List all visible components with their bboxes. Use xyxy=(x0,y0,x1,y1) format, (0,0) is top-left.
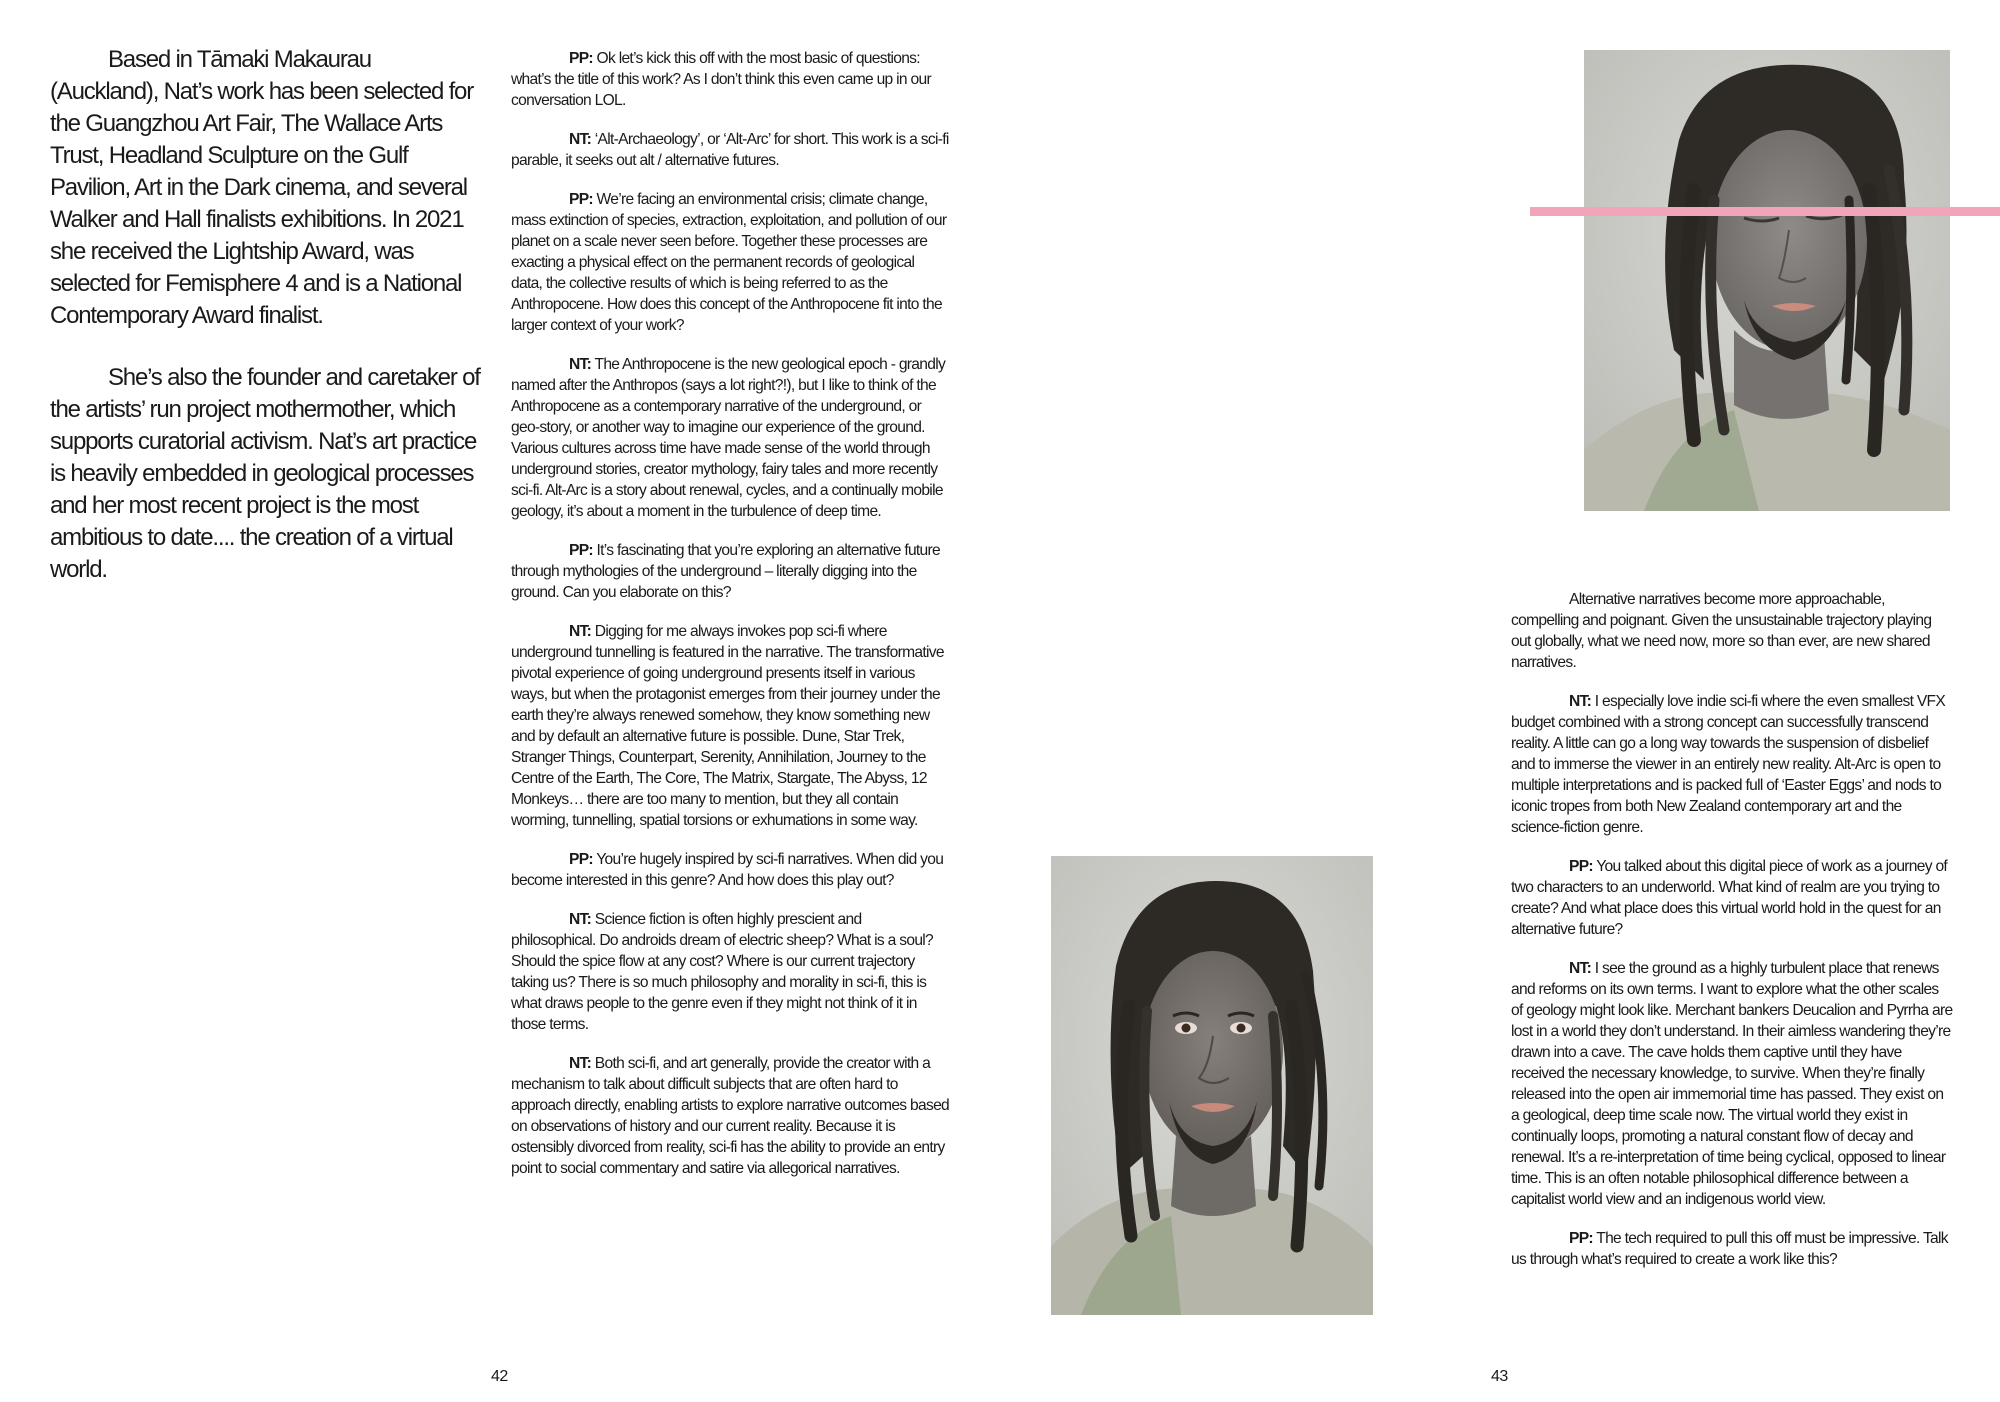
interview-paragraph xyxy=(1511,1228,1953,1270)
speaker-label: NT: xyxy=(569,623,592,640)
speaker-label: PP: xyxy=(569,542,593,559)
interview-paragraph xyxy=(1511,691,1953,838)
intro-paragraph: Based in Tāmaki Makaurau (Auckland), Nat’s work has been selected for the Guangzhou Art Fair, The Wallace Arts Trust, Headland Sculpture on the Gulf Pavilion, Art in the Dark cinema, and several Walker and Hall finalists exhibitions. In 2021 she received the Lightship Award, was selected for Femisphere 4 and is a National Contemporary Award finalist. xyxy=(50,46,473,329)
paragraph-text: Both sci-fi, and art generally, provide the creator with a mechanism to talk about difficult subjects that are often hard to approach directly, enabling artists to explore narrative outcomes based on observations of history and our current reality. Because it is ostensibly divorced from reality, sci-fi has the ability to provide an entry point to social commentary and satire via allegorical narratives. xyxy=(511,1055,950,1177)
speaker-label: NT: xyxy=(569,356,592,373)
speaker-label: NT: xyxy=(569,1055,592,1072)
paragraph-text: You’re hugely inspired by sci-fi narratives. When did you become interested in this genre? And how does this play out? xyxy=(511,851,944,889)
paragraph-text: You talked about this digital piece of work as a journey of two characters to an underworld. What kind of realm are you trying to create? And what place does this virtual world hold in the quest for an alternative future? xyxy=(1511,858,1948,938)
speaker-label: PP: xyxy=(1569,858,1593,875)
portrait-photo-eyes-closed xyxy=(1584,50,1950,511)
portrait-photo-frontal xyxy=(1051,856,1373,1315)
interview-paragraph xyxy=(511,189,949,336)
interview-paragraph xyxy=(511,48,949,111)
portrait-image xyxy=(1584,50,1950,511)
speaker-label: NT: xyxy=(569,911,592,928)
paragraph-text: It’s fascinating that you’re exploring an alternative future through mythologies of the underground – literally digging into the ground. Can you elaborate on this? xyxy=(511,542,940,601)
speaker-label: PP: xyxy=(1569,1230,1593,1247)
interview-paragraph xyxy=(511,1053,949,1179)
portrait-image xyxy=(1051,856,1373,1315)
interview-paragraph xyxy=(1511,856,1953,940)
paragraph-text: ‘Alt-Archaeology’, or ‘Alt-Arc’ for short. This work is a sci-fi parable, it seeks out alt / alternative futures. xyxy=(511,131,949,169)
paragraph-text: Ok let’s kick this off with the most basic of questions: what’s the title of this work? As I don’t think this even came up in our conversation LOL. xyxy=(511,50,931,109)
speaker-label: PP: xyxy=(569,851,593,868)
speaker-label: PP: xyxy=(569,191,593,208)
interview-paragraph xyxy=(511,354,949,522)
speaker-label: NT: xyxy=(1569,693,1592,710)
interview-column-left xyxy=(511,48,949,1197)
interview-paragraph xyxy=(1511,958,1953,1210)
paragraph-text: Alternative narratives become more approachable, compelling and poignant. Given the unsustainable trajectory playing out globally, what we need now, more so than ever, are new shared narratives. xyxy=(1511,591,1932,671)
intro-column xyxy=(50,44,482,616)
paragraph-text: Digging for me always invokes pop sci-fi where underground tunnelling is featured in the narrative. The transformative pivotal experience of going underground presents itself in various ways, but when the protagonist emerges from their journey under the earth they’re always renewed somehow, they know something new and by default an alternative future is possible. Dune, Star Trek, Stranger Things, Counterpart, Serenity, Annihilation, Journey to the Centre of the Earth, The Core, The Matrix, Stargate, The Abyss, 12 Monkeys… there are too many to mention, but they all contain worming, tunnelling, spatial torsions or exhumations in some way. xyxy=(511,623,944,829)
interview-paragraph xyxy=(511,909,949,1035)
interview-paragraph xyxy=(511,849,949,891)
speaker-label: NT: xyxy=(1569,960,1592,977)
interview-paragraph xyxy=(1511,589,1953,673)
paragraph-text: The tech required to pull this off must be impressive. Talk us through what’s required to create a work like this? xyxy=(1511,1230,1948,1268)
page-number-right: 43 xyxy=(1491,1368,1508,1385)
interview-paragraph xyxy=(511,540,949,603)
paragraph-text: I see the ground as a highly turbulent place that renews and reforms on its own terms. I want to explore what the other scales of geology might look like. Merchant bankers Deucalion and Pyrrha are lost in a world they don’t understand. In their aimless wandering they’re drawn into a cave. The cave holds them captive until they have received the necessary knowledge, to survive. When they’re finally released into the open air immemorial time has passed. They exist on a geological, deep time scale now. The virtual world they exist in continually loops, promoting a natural constant flow of decay and renewal. It’s a re-interpretation of time being cyclical, opposed to linear time. This is an often notable philosophical difference between a capitalist world view and an indigenous world view. xyxy=(1511,960,1953,1208)
paragraph-text: I especially love indie sci-fi where the even smallest VFX budget combined with a strong concept can successfully transcend reality. A little can go a long way towards the suspension of disbelief and to immerse the viewer in an entirely new reality. Alt-Arc is open to multiple interpretations and is packed full of ‘Easter Eggs’ and nods to iconic tropes from both New Zealand contemporary art and the science-fiction genre. xyxy=(1511,693,1946,836)
pink-accent-bar xyxy=(1530,207,2000,216)
paragraph-text: Science fiction is often highly prescient and philosophical. Do androids dream of electric sheep? What is a soul? Should the spice flow at any cost? Where is our current trajectory taking us? There is so much philosophy and morality in sci-fi, this is what draws people to the genre even if they might not think of it in those terms. xyxy=(511,911,934,1033)
page-number-left: 42 xyxy=(491,1368,508,1385)
speaker-label: PP: xyxy=(569,50,593,67)
intro-paragraph: She’s also the founder and caretaker of the artists’ run project mothermother, which supports curatorial activism. Nat’s art practice is heavily embedded in geological processes and her most recent project is the most ambitious to date.... the creation of a virtual world. xyxy=(50,364,480,583)
paragraph-text: We’re facing an environmental crisis; climate change, mass extinction of species, extraction, exploitation, and pollution of our planet on a scale never seen before. Together these processes are exacting a physical effect on the permanent records of geological data, the collective results of which is being referred to as the Anthropocene. How does this concept of the Anthropocene fit into the larger context of your work? xyxy=(511,191,947,334)
interview-column-right xyxy=(1511,589,1953,1288)
interview-paragraph xyxy=(511,129,949,171)
interview-paragraph xyxy=(511,621,949,831)
speaker-label: NT: xyxy=(569,131,592,148)
paragraph-text: The Anthropocene is the new geological epoch - grandly named after the Anthropos (says a lot right?!), but I like to think of the Anthropocene as a contemporary narrative of the underground, or geo-story, or another way to imagine our experience of the ground. Various cultures across time have made sense of the world through underground stories, creator mythology, fairy tales and more recently sci-fi. Alt-Arc is a story about renewal, cycles, and a continually mobile geology, it’s about a moment in the turbulence of deep time. xyxy=(511,356,946,520)
